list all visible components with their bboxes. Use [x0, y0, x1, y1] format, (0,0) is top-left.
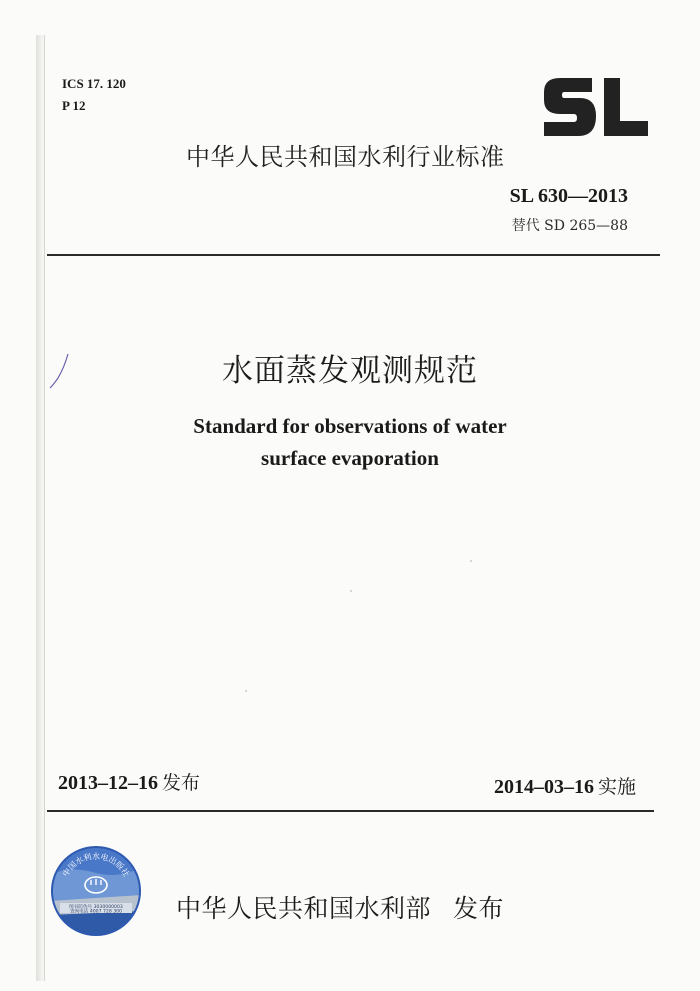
anti-counterfeit-seal — [50, 845, 142, 937]
publish-date-value: 2013–12–16 — [58, 772, 158, 794]
bottom-rule — [47, 810, 654, 812]
title-chinese: 水面蒸发观测规范 — [222, 353, 478, 389]
scan-speck — [470, 560, 472, 562]
sl-logo-text: SL — [540, 74, 542, 75]
title-english-line1: Standard for observations of water — [193, 414, 507, 438]
publish-label: 发布 — [162, 772, 201, 794]
issuer-footer — [176, 889, 504, 925]
sl-logo-l — [604, 78, 648, 136]
publish-date — [58, 768, 200, 795]
seal-id-line1: 图书防伪号 3030000003 — [69, 905, 123, 910]
issue-verb: 发布 — [453, 894, 505, 923]
seal-top-text: 中国水利水电出版社 — [60, 852, 132, 879]
implement-label: 实施 — [597, 776, 636, 798]
standard-number: SL 630—2013 — [509, 185, 628, 207]
top-rule — [47, 254, 660, 256]
scan-speck — [350, 590, 352, 592]
implement-date — [494, 772, 636, 799]
scan-speck — [245, 690, 247, 692]
binding-line — [44, 35, 45, 981]
replaces-standard: 替代 SD 265—88 — [511, 218, 628, 234]
title-english-line2: surface evaporation — [261, 446, 439, 470]
title-english — [150, 410, 550, 474]
p-code: P 12 — [62, 98, 86, 113]
issuer-category: 中华人民共和国水利行业标准 — [186, 143, 505, 171]
sl-logo-s — [544, 78, 596, 136]
ics-code: ICS 17. 120 — [62, 76, 126, 91]
seal-id-line2: 查询电话 4007 728 300 — [70, 909, 122, 915]
issuer-name: 中华人民共和国水利部 — [176, 894, 432, 923]
sl-logo — [540, 74, 652, 140]
implement-date-value: 2014–03–16 — [493, 776, 594, 798]
